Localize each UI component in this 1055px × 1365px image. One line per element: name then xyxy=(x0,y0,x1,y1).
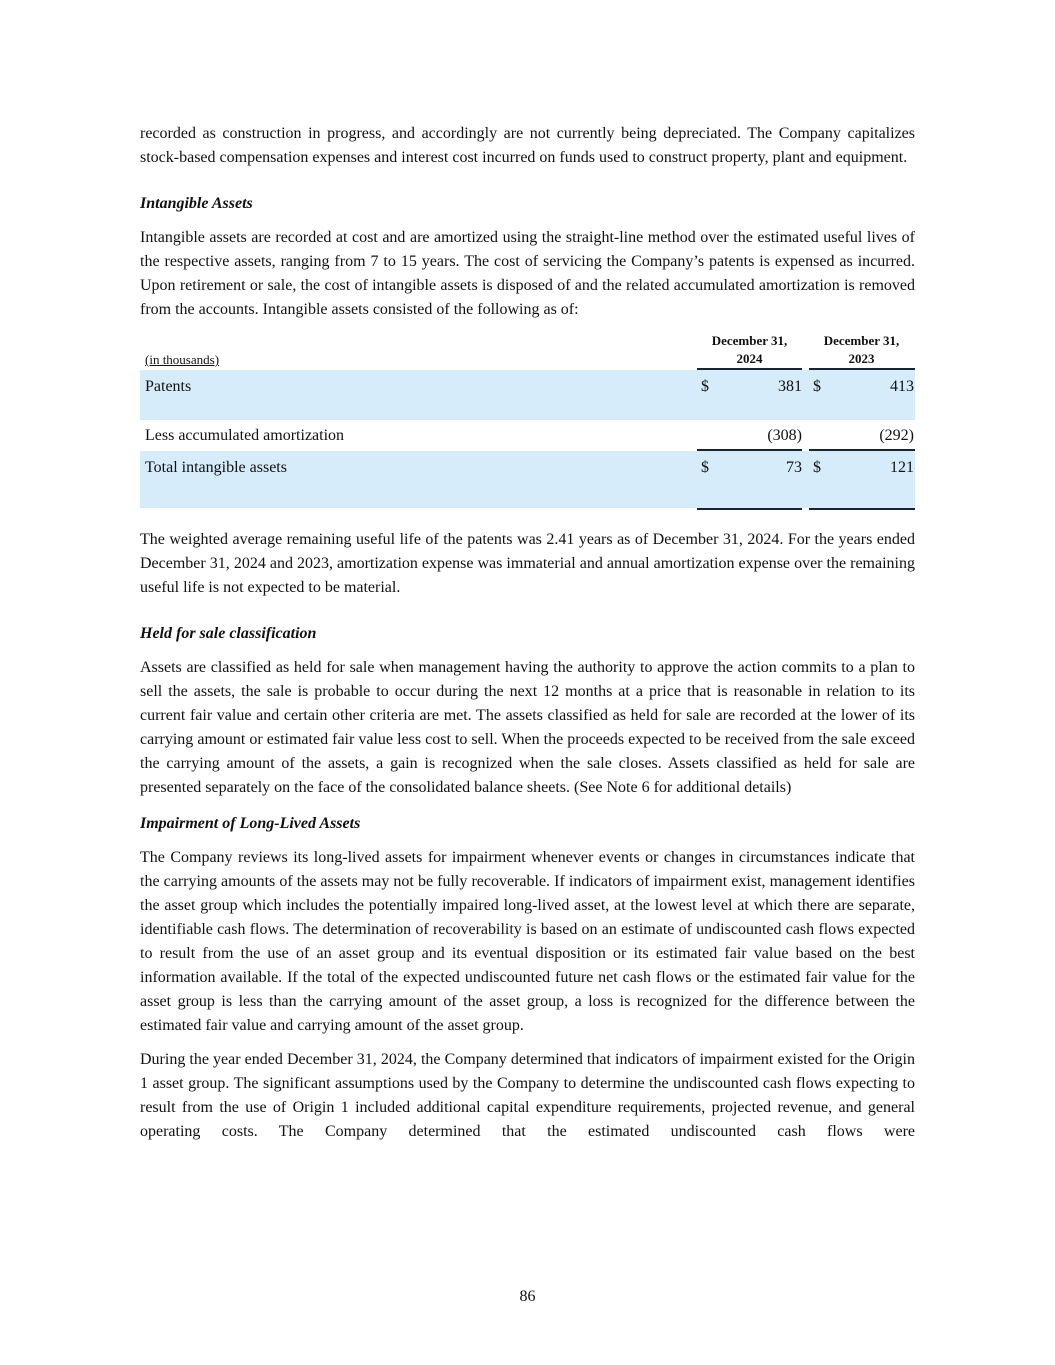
table-row-total xyxy=(140,451,915,508)
row-label: Patents xyxy=(145,378,192,395)
column-header-2023 xyxy=(809,332,914,368)
impairment-2024-paragraph: During the year ended December 31, 2024, the Company determined that indicators of impairment existed for the Origin 1 asset group. The significant assumptions used by the Company to determine the undiscounted cash flows expecting to result from the use of Origin 1 included additional capital expenditure requirements, projected revenue, and general operating costs. The Company determined that the estimated undiscounted cash flows were xyxy=(140,1051,915,1140)
row-label: Total intangible assets xyxy=(145,459,287,476)
intro-paragraph: recorded as construction in progress, and accordingly are not currently being depreciated. The Company capitalizes stock-based compensation expenses and interest cost incurred on funds used to construct property, plant and equipment. xyxy=(140,125,915,166)
unit-label: (in thousands) xyxy=(145,352,220,367)
value-2023: 121 xyxy=(890,459,914,476)
subtotal-rule xyxy=(697,449,802,451)
column-header-2024 xyxy=(697,332,802,368)
held-for-sale-paragraph: Assets are classified as held for sale when management having the authority to approve the action commits to a plan to sell the assets, the sale is probable to occur during the next 12 months at a price that is reasonable in relation to its current fair value and certain other criteria are met. The assets classified as held for sale are recorded at the lower of its carrying amount or estimated fair value less cost to sell. When the proceeds expected to be received from the sale exceed the carrying amount of the assets, a gain is recognized when the sale closes. Assets classified as held for sale are presented separately on the face of the consolidated balance sheets. (See Note 6 for additional details) xyxy=(140,659,915,796)
value-2024: (308) xyxy=(767,427,802,444)
intangible-assets-paragraph: Intangible assets are recorded at cost and are amortized using the straight-line method over the estimated useful lives of the respective assets, ranging from 7 to 15 years. The cost of servicing the Company’s patents is expensed as incurred. Upon retirement or sale, the cost of intangible assets is disposed of and the related accumulated amortization is removed from the accounts. Intangible assets consisted of the following as of: xyxy=(140,229,915,318)
document-page xyxy=(140,122,915,1144)
column-header-date: December 31, xyxy=(823,333,900,348)
column-header-year: 2023 xyxy=(848,351,875,366)
weighted-average-paragraph: The weighted average remaining useful life of the patents was 2.41 years as of December 31, 2024. For the years ended December 31, 2024 and 2023, amortization expense was immaterial and annual amortization expense over the remaining useful life is not expected to be material. xyxy=(140,531,915,596)
impairment-heading: Impairment of Long-Lived Assets xyxy=(140,815,361,832)
table-row-accumulated-amortization xyxy=(140,420,915,451)
currency-symbol: $ xyxy=(813,459,821,476)
column-header-year: 2024 xyxy=(736,351,763,366)
subtotal-rule xyxy=(809,449,915,451)
value-2023: (292) xyxy=(879,427,914,444)
column-header-date: December 31, xyxy=(711,333,788,348)
total-rule xyxy=(697,508,802,510)
value-2024: 73 xyxy=(786,459,802,476)
currency-symbol: $ xyxy=(701,459,709,476)
held-for-sale-heading: Held for sale classification xyxy=(140,625,317,642)
intangible-assets-heading: Intangible Assets xyxy=(140,195,253,212)
header-rule xyxy=(809,368,915,370)
impairment-paragraph: The Company reviews its long-lived assets for impairment whenever events or changes in circumstances indicate that the carrying amounts of the assets may not be fully recoverable. If indicators of impairment exist, management identifies the asset group which includes the potentially impaired long-lived asset, at the lowest level at which there are separate, identifiable cash flows. The determination of recoverability is based on an estimate of undiscounted cash flows expected to result from the use of an asset group and its eventual disposition or its estimated fair value based on the best information available. If the total of the expected undiscounted future net cash flows or the estimated fair value for the asset group is less than the carrying amount of the asset group, a loss is recognized for the difference between the estimated fair value and carrying amount of the asset group. xyxy=(140,849,915,1034)
table-row-patents xyxy=(140,370,915,420)
table-header xyxy=(140,332,915,370)
header-rule xyxy=(697,368,802,370)
currency-symbol: $ xyxy=(701,378,709,395)
page-number: 86 xyxy=(519,1288,536,1305)
value-2024: 381 xyxy=(778,378,802,395)
value-2023: 413 xyxy=(890,378,914,395)
total-rule xyxy=(809,508,915,510)
currency-symbol: $ xyxy=(813,378,821,395)
intangible-assets-table xyxy=(140,332,915,508)
row-label: Less accumulated amortization xyxy=(145,427,345,444)
